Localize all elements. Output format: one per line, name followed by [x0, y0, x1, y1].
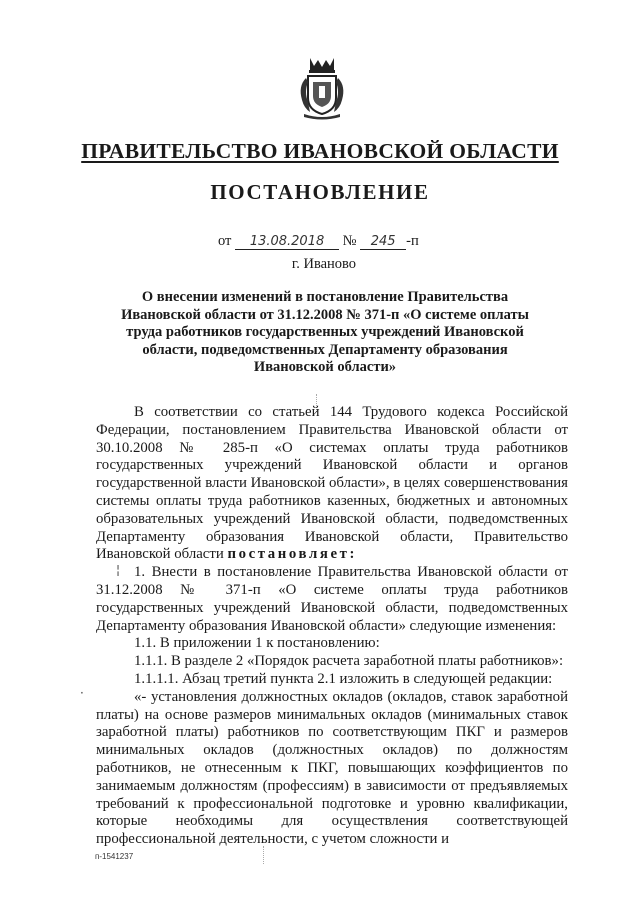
document-type-heading: ПОСТАНОВЛЕНИЕ — [210, 180, 430, 204]
handwritten-number: 245 — [360, 234, 406, 250]
coat-of-arms-icon — [296, 56, 348, 120]
date-prefix: от — [218, 233, 232, 249]
margin-mark: · — [80, 686, 84, 700]
government-heading: ПРАВИТЕЛЬСТВО ИВАНОВСКОЙ ОБЛАСТИ — [81, 139, 559, 163]
city: г. Иваново — [291, 256, 357, 272]
document-code: п-1541237 — [95, 852, 134, 861]
paragraph-item-1-1: 1.1. В приложении 1 к постановлению: — [134, 635, 380, 652]
document-title: О внесении изменений в постановление Правительства Ивановской области от 31.12.2008 № 371-п «О системе оплаты труда работников государственных учреждений Ивановской области, подведомственных Департаменту образования Ивановской области» — [121, 289, 529, 375]
margin-mark: ¦ — [116, 563, 121, 577]
number-sign: № — [342, 233, 357, 249]
paragraph-quoted-text: «- установления должностных окладов (окладов, ставок заработной платы) на основе размеров минимальных окладов (минимальных ставок заработной платы) работников по соответствующим ПКГ и размеров минимальных окладов (должностных окладов) по должностям работников, не отнесенным к ПКГ, повышающих коэффициентов по занимаемым должностям (профессиям) в зависимости от предъявляемых требований к профессиональной подготовке и уровню квалификации, которые необходимы для осуществления соответствующей профессиональной деятельности, с учетом сложности и — [96, 688, 568, 848]
paragraph-preamble: В соответствии со статьей 144 Трудового кодекса Российской Федерации, постановлением Правительства Ивановской области от 30.10.2008 № 285-п «О системах оплаты труда работников государственных учреждений Ивановской области и органов государственной власти Ивановской области», в целях совершенствования системы оплаты труда работников казенных, бюджетных и автономных образовательных учреждений Ивановской области, подведомственных Департаменту образования Ивановской области, Правительство Ивановской области постановляет: — [96, 404, 568, 563]
resolves-verb: постановляет: — [227, 546, 358, 563]
handwritten-date: 13.08.2018 — [235, 234, 339, 250]
date-number-line — [218, 233, 419, 250]
number-suffix: -п — [406, 233, 419, 249]
document-body — [96, 404, 568, 849]
paragraph-item-1-1-1-1: 1.1.1.1. Абзац третий пункта 2.1 изложить в следующей редакции: — [134, 670, 553, 687]
scan-artifact — [263, 846, 265, 864]
paragraph-item-1: 1. Внести в постановление Правительства Ивановской области от 31.12.2008 № 371-п «О системе оплаты труда работников государственных учреждений Ивановской области, подведомственных Департаменту образования Ивановской области» следующие изменения: — [96, 564, 568, 634]
paragraph-item-1-1-1: 1.1.1. В разделе 2 «Порядок расчета заработной платы работников»: — [134, 653, 564, 670]
